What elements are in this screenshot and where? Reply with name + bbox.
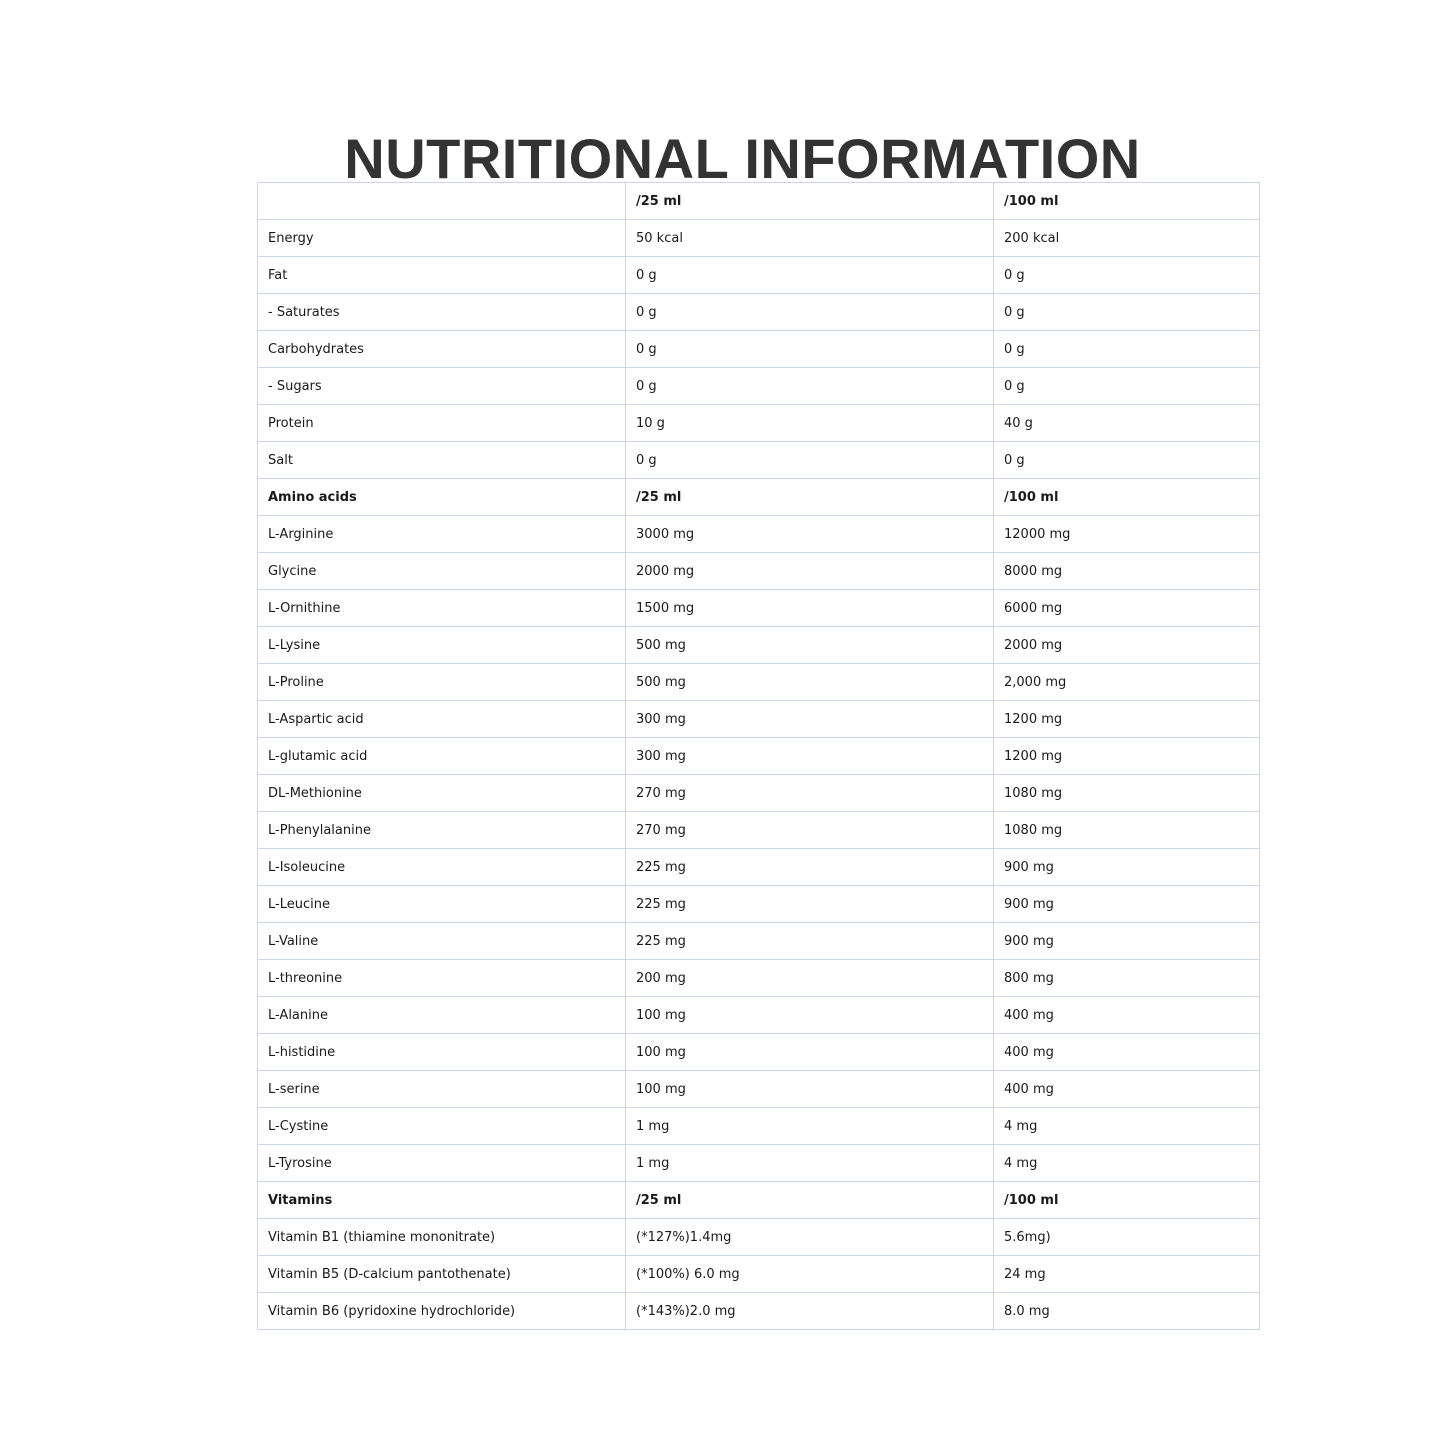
nutrient-name-cell: L-glutamic acid	[258, 738, 626, 775]
nutrient-name-cell: Salt	[258, 442, 626, 479]
nutrient-name-cell: Protein	[258, 405, 626, 442]
table-row	[258, 849, 1260, 886]
table-row	[258, 220, 1260, 257]
nutrient-name-cell: L-Tyrosine	[258, 1145, 626, 1182]
per-100ml-cell: 0 g	[994, 294, 1260, 331]
table-row	[258, 627, 1260, 664]
table-row	[258, 775, 1260, 812]
per-100ml-cell: 900 mg	[994, 849, 1260, 886]
page-title: NUTRITIONAL INFORMATION	[344, 126, 1141, 190]
per-100ml-cell: 1080 mg	[994, 812, 1260, 849]
nutrient-name-cell: L-histidine	[258, 1034, 626, 1071]
per-25ml-cell: 1 mg	[626, 1145, 994, 1182]
per-100ml-cell: 0 g	[994, 257, 1260, 294]
table-row	[258, 442, 1260, 479]
per-100ml-cell: 12000 mg	[994, 516, 1260, 553]
per-25ml-cell: 2000 mg	[626, 553, 994, 590]
per-100ml-cell: 4 mg	[994, 1108, 1260, 1145]
per-25ml-cell: 270 mg	[626, 775, 994, 812]
per-100ml-cell: 900 mg	[994, 886, 1260, 923]
table-row	[258, 1145, 1260, 1182]
per-25ml-cell: 3000 mg	[626, 516, 994, 553]
per-25ml-cell: /25 ml	[626, 479, 994, 516]
nutrient-name-cell	[258, 183, 626, 220]
per-100ml-cell: 4 mg	[994, 1145, 1260, 1182]
nutrient-name-cell: L-Arginine	[258, 516, 626, 553]
per-25ml-cell: 100 mg	[626, 1034, 994, 1071]
nutrient-name-cell: L-Alanine	[258, 997, 626, 1034]
per-100ml-cell: 24 mg	[994, 1256, 1260, 1293]
per-100ml-cell: 0 g	[994, 331, 1260, 368]
table-row	[258, 1034, 1260, 1071]
per-25ml-cell: 1 mg	[626, 1108, 994, 1145]
per-100ml-cell: 1200 mg	[994, 738, 1260, 775]
per-25ml-cell: 300 mg	[626, 701, 994, 738]
per-25ml-cell: /25 ml	[626, 183, 994, 220]
table-row	[258, 1071, 1260, 1108]
per-100ml-cell: 0 g	[994, 442, 1260, 479]
per-100ml-cell: /100 ml	[994, 479, 1260, 516]
table-row	[258, 331, 1260, 368]
table-row	[258, 997, 1260, 1034]
nutrient-name-cell: Glycine	[258, 553, 626, 590]
per-100ml-cell: /100 ml	[994, 1182, 1260, 1219]
nutrition-table	[257, 182, 1260, 1330]
table-row	[258, 960, 1260, 997]
nutrient-name-cell: Vitamin B6 (pyridoxine hydrochloride)	[258, 1293, 626, 1330]
nutrient-name-cell: Fat	[258, 257, 626, 294]
table-row	[258, 1219, 1260, 1256]
per-100ml-cell: 400 mg	[994, 1071, 1260, 1108]
table-section-header-row	[258, 183, 1260, 220]
per-25ml-cell: 0 g	[626, 257, 994, 294]
per-100ml-cell: 0 g	[994, 368, 1260, 405]
nutrient-name-cell: L-Valine	[258, 923, 626, 960]
nutrient-name-cell: L-Lysine	[258, 627, 626, 664]
per-25ml-cell: 10 g	[626, 405, 994, 442]
table-row	[258, 553, 1260, 590]
nutrient-name-cell: L-serine	[258, 1071, 626, 1108]
per-100ml-cell: 40 g	[994, 405, 1260, 442]
nutrient-name-cell: DL-Methionine	[258, 775, 626, 812]
nutrient-name-cell: L-Aspartic acid	[258, 701, 626, 738]
table-section-header-row	[258, 479, 1260, 516]
per-25ml-cell: 225 mg	[626, 923, 994, 960]
per-25ml-cell: 200 mg	[626, 960, 994, 997]
per-25ml-cell: 225 mg	[626, 886, 994, 923]
table-row	[258, 1108, 1260, 1145]
per-25ml-cell: 270 mg	[626, 812, 994, 849]
table-row	[258, 516, 1260, 553]
per-25ml-cell: (*100%) 6.0 mg	[626, 1256, 994, 1293]
per-100ml-cell: 200 kcal	[994, 220, 1260, 257]
nutrient-name-cell: - Saturates	[258, 294, 626, 331]
table-row	[258, 257, 1260, 294]
nutrient-name-cell: Vitamins	[258, 1182, 626, 1219]
nutrient-name-cell: Vitamin B1 (thiamine mononitrate)	[258, 1219, 626, 1256]
table-row	[258, 1256, 1260, 1293]
nutrient-name-cell: L-Proline	[258, 664, 626, 701]
table-row	[258, 1293, 1260, 1330]
per-25ml-cell: 1500 mg	[626, 590, 994, 627]
table-row	[258, 738, 1260, 775]
table-row	[258, 664, 1260, 701]
per-25ml-cell: 50 kcal	[626, 220, 994, 257]
table-row	[258, 590, 1260, 627]
table-row	[258, 812, 1260, 849]
per-25ml-cell: 100 mg	[626, 997, 994, 1034]
per-25ml-cell: 225 mg	[626, 849, 994, 886]
per-25ml-cell: (*143%)2.0 mg	[626, 1293, 994, 1330]
nutrient-name-cell: L-Cystine	[258, 1108, 626, 1145]
table-row	[258, 923, 1260, 960]
per-25ml-cell: 500 mg	[626, 627, 994, 664]
per-100ml-cell: 6000 mg	[994, 590, 1260, 627]
per-100ml-cell: 5.6mg)	[994, 1219, 1260, 1256]
per-100ml-cell: 400 mg	[994, 997, 1260, 1034]
per-100ml-cell: 2000 mg	[994, 627, 1260, 664]
per-100ml-cell: 8.0 mg	[994, 1293, 1260, 1330]
per-25ml-cell: 0 g	[626, 368, 994, 405]
table-section-header-row	[258, 1182, 1260, 1219]
table-row	[258, 294, 1260, 331]
per-100ml-cell: 800 mg	[994, 960, 1260, 997]
nutrition-table-body	[258, 183, 1260, 1330]
nutrient-name-cell: L-Isoleucine	[258, 849, 626, 886]
per-100ml-cell: 1200 mg	[994, 701, 1260, 738]
nutrient-name-cell: Carbohydrates	[258, 331, 626, 368]
nutrient-name-cell: L-threonine	[258, 960, 626, 997]
nutrient-name-cell: Energy	[258, 220, 626, 257]
nutrient-name-cell: L-Phenylalanine	[258, 812, 626, 849]
per-100ml-cell: 1080 mg	[994, 775, 1260, 812]
nutrient-name-cell: L-Leucine	[258, 886, 626, 923]
per-100ml-cell: 2,000 mg	[994, 664, 1260, 701]
per-100ml-cell: 900 mg	[994, 923, 1260, 960]
table-row	[258, 368, 1260, 405]
table-row	[258, 701, 1260, 738]
nutrient-name-cell: L-Ornithine	[258, 590, 626, 627]
per-25ml-cell: 0 g	[626, 442, 994, 479]
per-25ml-cell: 300 mg	[626, 738, 994, 775]
per-100ml-cell: 8000 mg	[994, 553, 1260, 590]
per-100ml-cell: 400 mg	[994, 1034, 1260, 1071]
nutrient-name-cell: - Sugars	[258, 368, 626, 405]
table-row	[258, 886, 1260, 923]
per-25ml-cell: /25 ml	[626, 1182, 994, 1219]
per-100ml-cell: /100 ml	[994, 183, 1260, 220]
per-25ml-cell: 100 mg	[626, 1071, 994, 1108]
nutrient-name-cell: Amino acids	[258, 479, 626, 516]
per-25ml-cell: 500 mg	[626, 664, 994, 701]
per-25ml-cell: 0 g	[626, 294, 994, 331]
nutrient-name-cell: Vitamin B5 (D-calcium pantothenate)	[258, 1256, 626, 1293]
per-25ml-cell: 0 g	[626, 331, 994, 368]
table-row	[258, 405, 1260, 442]
per-25ml-cell: (*127%)1.4mg	[626, 1219, 994, 1256]
